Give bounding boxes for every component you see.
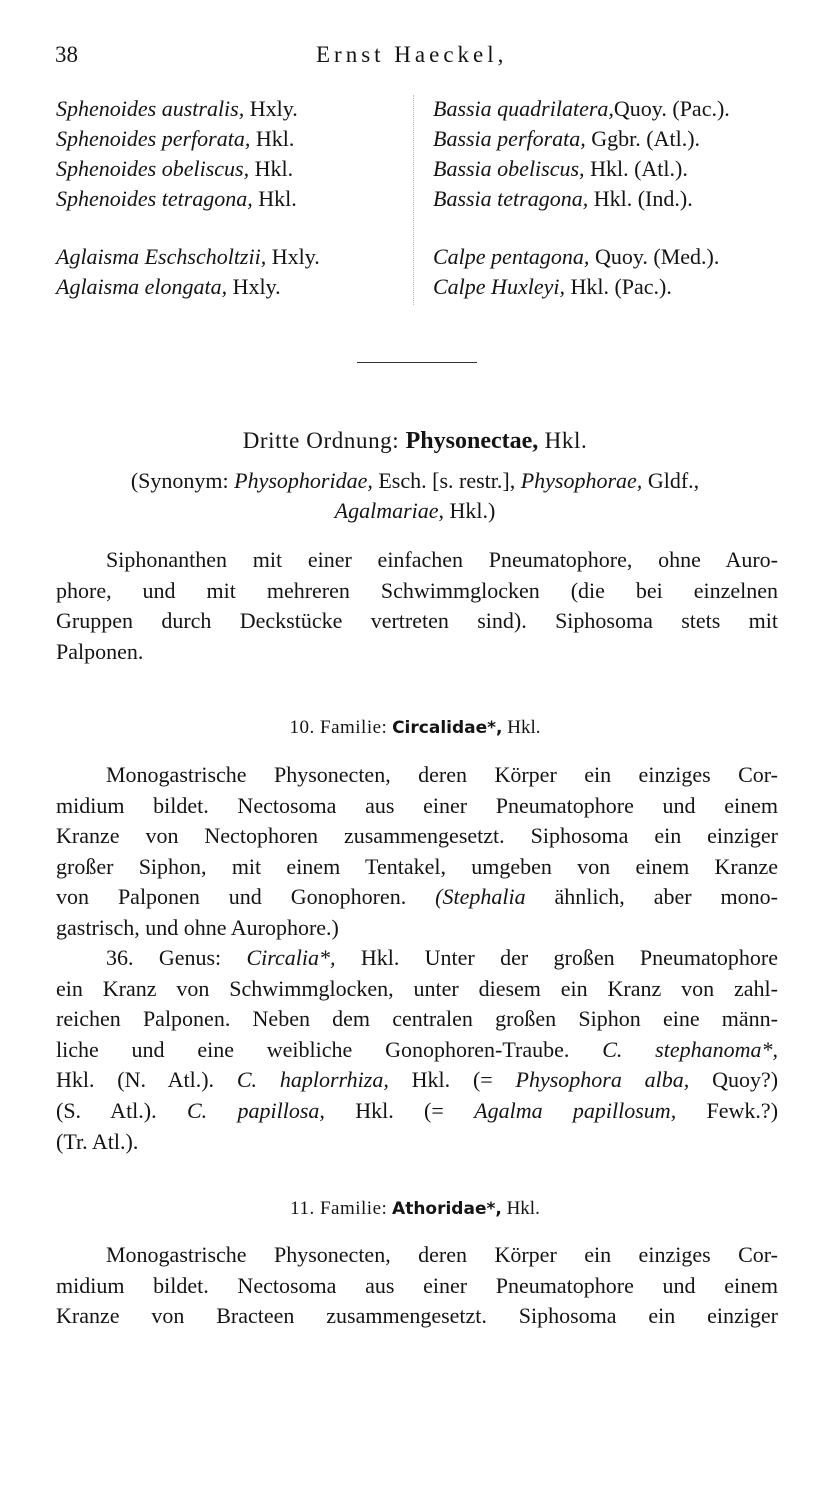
column-divider [413, 95, 414, 305]
running-head-author: Ernst Haeckel, [316, 42, 508, 67]
page-number: 38 [55, 42, 78, 67]
section-rule [357, 362, 477, 363]
text-fragment: liche und eine weibliche Gonophoren-Traube. [56, 1036, 570, 1062]
family-name: Circalidae*, [392, 718, 503, 738]
text-fragment: (S. Atl.). [56, 1097, 157, 1123]
species-name: Sphenoides tetragona, [56, 186, 253, 211]
family-label: 11. Familie: [290, 1198, 388, 1219]
species-right-5 [433, 242, 719, 272]
species-authority: Hkl. [255, 126, 295, 151]
species-right-4 [433, 184, 693, 214]
species-authority: Hkl. [258, 186, 297, 211]
species-authority: Ggbr. (Atl.). [591, 126, 701, 151]
species-name: C. stephanoma*, [602, 1036, 778, 1062]
genus-name: Circalia*, [246, 945, 336, 970]
text-line: großer Siphon, mit einem Tentakel, umgeben von einem Kranze [56, 853, 778, 879]
species-name: Sphenoides australis, [56, 96, 245, 121]
synonym-name: Physophoridae, [234, 468, 373, 493]
species-name: Bassia tetragona, [433, 186, 589, 211]
genus-label: 36. Genus: [106, 945, 222, 970]
text-fragment: Hkl. Unter der großen Pneumatophore [360, 945, 778, 970]
text-fragment: Hkl. (= [411, 1067, 493, 1093]
family-11-heading [0, 1195, 830, 1223]
text-line: Siphonanthen mit einer einfachen Pneumatophore, ohne Auro- [106, 547, 778, 572]
family-10-description [56, 760, 778, 944]
synonym-authority: Esch. [s. restr.], [378, 468, 516, 493]
species-name: C. papillosa, [186, 1097, 325, 1123]
order-description [56, 545, 778, 667]
text-line [56, 882, 778, 913]
species-right-6 [433, 272, 672, 302]
text-line: Kranze von Nectophoren zusammengesetzt. Siphosoma ein einziger [56, 823, 778, 849]
species-authority: Hxly. [249, 96, 298, 121]
species-left-2 [56, 124, 294, 154]
family-10-heading [0, 714, 830, 742]
species-left-5 [56, 242, 320, 272]
text-fragment: Hkl. (= [355, 1097, 444, 1123]
text-fragment: Fewk.?) [706, 1097, 779, 1123]
synonym-authority: Hkl.) [449, 498, 496, 523]
species-authority: Hkl. (Atl.). [590, 156, 688, 181]
synonym-name: Physophorae, [520, 468, 643, 493]
family-11-description [56, 1240, 778, 1332]
text-line [56, 1096, 778, 1127]
text-line: Kranze von Bracteen zusammengesetzt. Siphosoma ein einziger [56, 1303, 778, 1329]
species-authority: Quoy. (Pac.). [613, 96, 730, 121]
text-fragment: Hkl. (N. Atl.). [56, 1067, 215, 1093]
text-line: Monogastrische Physonecten, deren Körper ein einziges Cor- [106, 762, 778, 787]
text-fragment: von Palponen und Gonophoren. [56, 884, 407, 910]
species-authority: Hkl. [254, 156, 294, 181]
text-line: reichen Palponen. Neben dem centralen großen Siphon eine männ- [56, 1006, 778, 1032]
text-line: midium bildet. Nectosoma aus einer Pneumatophore und einem [56, 1272, 778, 1298]
species-authority: Hkl. (Ind.). [593, 186, 693, 211]
order-synonym-line-1 [0, 466, 830, 496]
species-authority: Hkl. (Pac.). [570, 274, 672, 299]
species-name: Bassia quadrilatera, [433, 96, 614, 121]
species-name: Aglaisma Eschscholtzii, [56, 244, 267, 269]
family-authority: Hkl. [507, 717, 541, 738]
species-name: Calpe pentagona, [433, 244, 590, 269]
species-left-6 [56, 272, 281, 302]
order-heading [0, 426, 830, 456]
text-line [56, 1035, 778, 1066]
order-authority: Hkl. [544, 428, 588, 453]
species-name: Bassia obeliscus, [433, 156, 585, 181]
text-line: ein Kranz von Schwimmglocken, unter diesem ein Kranz von zahl- [56, 975, 778, 1001]
species-authority: Hxly. [232, 274, 281, 299]
genus-name: (Stephalia [435, 884, 526, 910]
text-line: Monogastrische Physonecten, deren Körper ein einziges Cor- [106, 1242, 778, 1267]
species-name: Calpe Huxleyi, [433, 274, 565, 299]
synonym-open: (Synonym: [130, 468, 229, 493]
species-authority: Hxly. [271, 244, 320, 269]
family-label: 10. Familie: [289, 717, 388, 738]
species-name: Bassia perforata, [433, 126, 586, 151]
species-left-3 [56, 154, 293, 184]
species-name: Aglaisma elongata, [56, 274, 228, 299]
species-left-1 [56, 94, 298, 124]
text-line: Gruppen durch Deckstücke vertreten sind). Siphosoma stets mit [56, 608, 778, 634]
genus-36-paragraph [56, 943, 778, 1157]
text-line [56, 1065, 778, 1096]
species-name: Sphenoides perforata, [56, 126, 251, 151]
order-name: Physonectae, [405, 428, 539, 454]
species-right-1 [433, 94, 730, 124]
order-synonym-line-2 [0, 496, 830, 526]
species-name: C. haplorrhiza, [236, 1067, 389, 1093]
species-right-3 [433, 154, 688, 184]
species-left-4 [56, 184, 297, 214]
text-line [56, 943, 778, 974]
text-line: midium bildet. Nectosoma aus einer Pneumatophore und einem [56, 792, 778, 818]
species-name: Physophora alba, [515, 1067, 690, 1093]
text-line: Palponen. [56, 638, 144, 664]
text-line: phore, und mit mehreren Schwimmglocken (die bei einzelnen [56, 577, 778, 603]
synonym-authority: Gldf., [647, 468, 700, 493]
text-fragment: ähnlich, aber mono- [554, 884, 778, 910]
species-name: Sphenoides obeliscus, [56, 156, 250, 181]
species-name: Agalma papillosum, [474, 1097, 677, 1123]
species-authority: Quoy. (Med.). [594, 244, 720, 269]
text-line: gastrisch, und ohne Aurophore.) [56, 914, 339, 940]
species-right-2 [433, 124, 700, 154]
synonym-name: Agalmariae, [334, 498, 445, 523]
family-name: Athoridae*, [392, 1199, 502, 1219]
order-prefix: Dritte Ordnung: [242, 428, 400, 453]
text-line: (Tr. Atl.). [56, 1128, 139, 1154]
family-authority: Hkl. [506, 1198, 540, 1219]
text-fragment: Quoy?) [712, 1067, 779, 1093]
